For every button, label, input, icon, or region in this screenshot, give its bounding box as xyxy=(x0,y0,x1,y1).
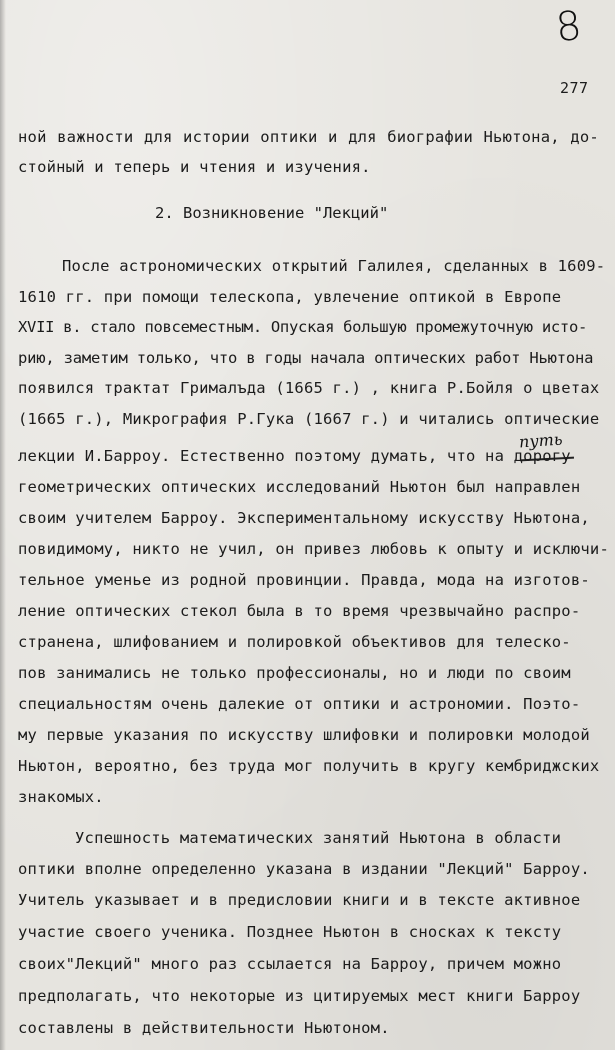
text-line: ление оптических стекол была в то время чрезвычайно распро- xyxy=(18,602,581,620)
text-line: му первые указания по искусству шлифовки и полировки молодой xyxy=(18,726,590,744)
handwritten-correction: путь xyxy=(518,429,564,452)
text-line: тельное уменье из родной провинции. Правда, мода на изготов- xyxy=(18,571,590,589)
text-line: (1665 г.), Микрография Р.Гука (1667 г.) и читались оптические xyxy=(18,410,600,428)
text-line: XVII в. стало повсеместным. Опуская большую промежуточную исто- xyxy=(18,318,588,336)
text-line: знакомых. xyxy=(18,788,104,806)
text-line: оптики вполне определенно указана в издании "Лекций" Барроу. xyxy=(18,860,590,878)
text-line: лекции И.Барроу. Естественно поэтому думать, что на дорогу xyxy=(18,447,571,465)
text-line: участие своего ученика. Позднее Ньютон в сносках к тексту xyxy=(18,923,562,941)
text-line: После астрономических открытий Галилея, сделанных в 1609- xyxy=(62,257,606,275)
text-line: странена, шлифованием и полировкой объективов для телеско- xyxy=(18,633,571,651)
section-heading: 2. Возникновение "Лекций" xyxy=(155,204,389,222)
text-line: геометрических оптических исследований Ньютон был направлен xyxy=(18,478,581,496)
text-line: появился трактат Грималъда (1665 г.) , книга Р.Бойля о цветах xyxy=(18,379,600,397)
text-line: своих"Лекций" много раз ссылается на Барроу, причем можно xyxy=(18,955,562,973)
text-line: повидимому, никто не учил, он привез любовь к опыту и исключи- xyxy=(18,540,609,558)
text-line: Успешность математических занятий Ньютона в области xyxy=(75,829,562,847)
text-line: своим учителем Барроу. Экспериментальному искусству Ньютона, xyxy=(18,509,590,527)
text-line: Учитель указывает и в предисловии книги и в тексте активное xyxy=(18,891,581,909)
text-line: рию, заметим только, что в годы начала оптических работ Ньютона xyxy=(18,349,594,367)
text-line: 1610 гг. при помощи телескопа, увлечение оптикой в Европе xyxy=(18,288,562,306)
text-line: пов занимались не только профессионалы, но и люди по своим xyxy=(18,664,571,682)
page-edge-shadow xyxy=(0,0,6,1050)
text-line: стойный и теперь и чтения и изучения. xyxy=(18,158,371,176)
page-number: 277 xyxy=(560,79,589,97)
text-line: составлены в действительности Ньютоном. xyxy=(18,1019,390,1037)
text-line: специальностям очень далекие от оптики и астрономии. Поэто- xyxy=(18,695,581,713)
text-line: Ньютон, вероятно, без труда мог получить в кругу кембриджских xyxy=(18,757,600,775)
folio-number: 8 xyxy=(553,2,584,52)
text-line: ной важности для истории оптики и для биографии Ньютона, до- xyxy=(18,128,599,146)
text-line: предполагать, что некоторые из цитируемых мест книги Барроу xyxy=(18,987,581,1005)
